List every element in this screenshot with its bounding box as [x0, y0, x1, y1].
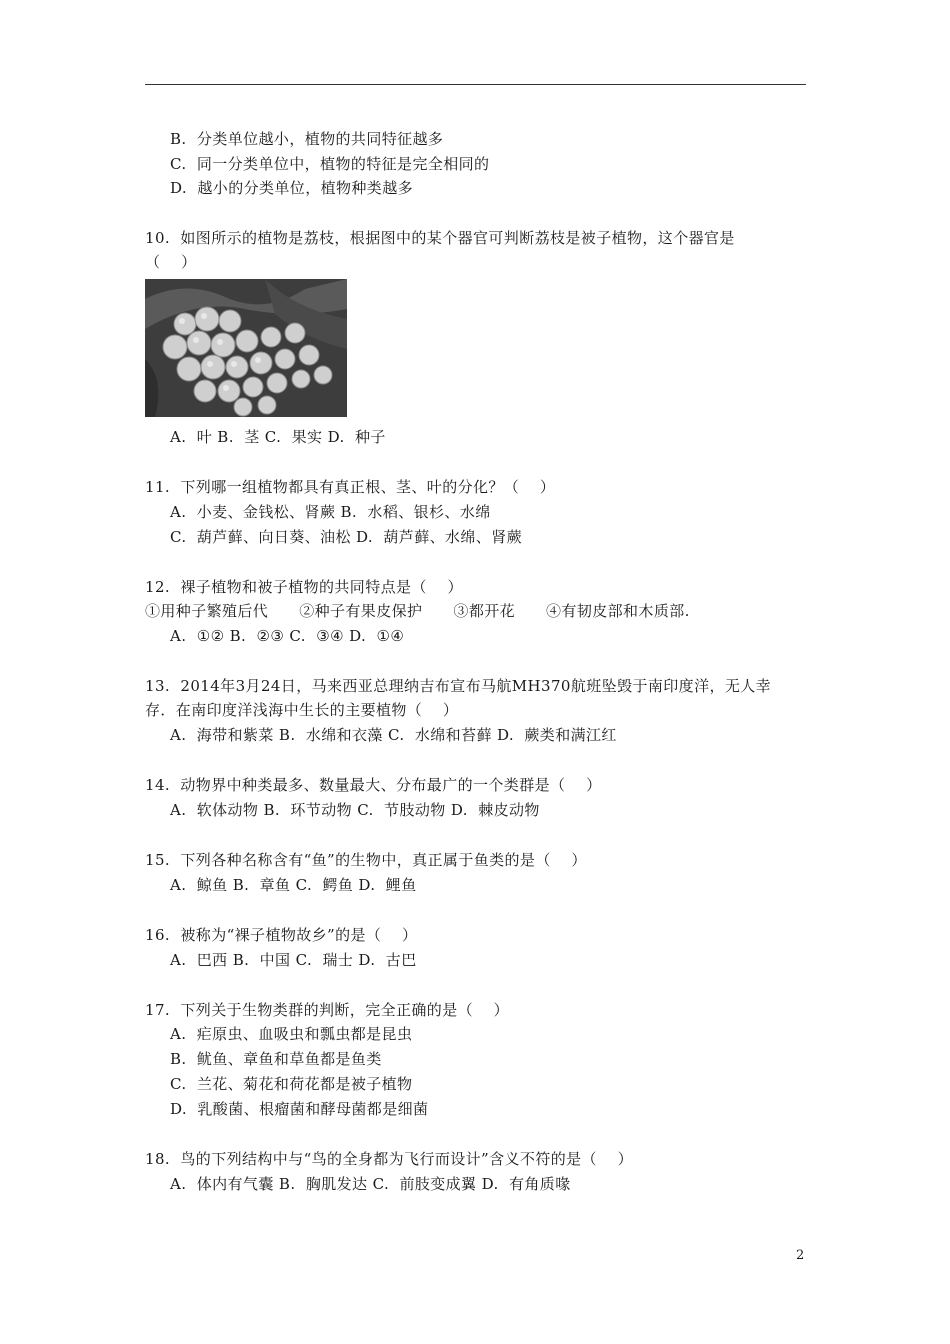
question-text: 16. 被称为“裸子植物故乡”的是（ ） [145, 926, 418, 944]
question-text: 10. 如图所示的植物是荔枝，根据图中的某个器官可判断荔枝是被子植物，这个器官是 [145, 229, 735, 247]
answer-option: C. 葫芦藓、向日葵、油松 D. 葫芦藓、水绵、肾蕨 [170, 528, 523, 546]
question-text: 12. 裸子植物和被子植物的共同特点是（ ） [145, 578, 463, 596]
answer-option: A. 小麦、金钱松、肾蕨 B. 水稻、银杉、水绵 [170, 503, 491, 521]
answer-option: A. 软体动物 B. 环节动物 C. 节肢动物 D. 棘皮动物 [170, 801, 540, 819]
answer-option: D. 乳酸菌、根瘤菌和酵母菌都是细菌 [170, 1100, 429, 1118]
lychee-photo [145, 279, 347, 417]
answer-option: C. 同一分类单位中，植物的特征是完全相同的 [170, 155, 490, 173]
answer-option: B. 分类单位越小，植物的共同特征越多 [170, 130, 444, 148]
answer-option: D. 越小的分类单位，植物种类越多 [170, 179, 413, 197]
question-text: 15. 下列各种名称含有“鱼”的生物中，真正属于鱼类的是（ ） [145, 851, 587, 869]
question-text: 存．在南印度洋浅海中生长的主要植物（ ） [145, 701, 459, 719]
header-rule [145, 84, 806, 85]
question-text: 18. 鸟的下列结构中与“鸟的全身都为飞行而设计”含义不符的是（ ） [145, 1150, 634, 1168]
lychee-fruit-illustration [145, 279, 347, 417]
answer-option: A. 鲸鱼 B. 章鱼 C. 鳄鱼 D. 鲤鱼 [170, 876, 417, 894]
answer-option: A. 叶 B. 茎 C. 果实 D. 种子 [170, 428, 386, 446]
page-number: 2 [796, 1248, 805, 1263]
answer-option: B. 鱿鱼、章鱼和草鱼都是鱼类 [170, 1050, 382, 1068]
question-text: 14. 动物界中种类最多、数量最大、分布最广的一个类群是（ ） [145, 776, 602, 794]
answer-option: A. 巴西 B. 中国 C. 瑞士 D. 古巴 [170, 951, 417, 969]
answer-option: A. 疟原虫、血吸虫和瓢虫都是昆虫 [170, 1025, 413, 1043]
answer-option: A. 体内有气囊 B. 胸肌发达 C. 前肢变成翼 D. 有角质喙 [170, 1175, 571, 1193]
question-text: 11. 下列哪一组植物都具有真正根、茎、叶的分化？（ ） [145, 478, 556, 496]
question-text: 17. 下列关于生物类群的判断，完全正确的是（ ） [145, 1001, 510, 1019]
answer-option: A. ①② B. ②③ C. ③④ D. ①④ [170, 627, 405, 645]
question-text: 13. 2014年3月24日，马来西亚总理纳吉布宣布马航MH370航班坠毁于南印度洋，无人幸 [145, 677, 772, 695]
question-text: （ ） [145, 253, 197, 271]
answer-option: C. 兰花、菊花和荷花都是被子植物 [170, 1075, 413, 1093]
answer-option: A. 海带和紫菜 B. 水绵和衣藻 C. 水绵和苔藓 D. 蕨类和满江红 [170, 726, 617, 744]
question-text: ①用种子繁殖后代 ②种子有果皮保护 ③都开花 ④有韧皮部和木质部. [145, 602, 690, 620]
